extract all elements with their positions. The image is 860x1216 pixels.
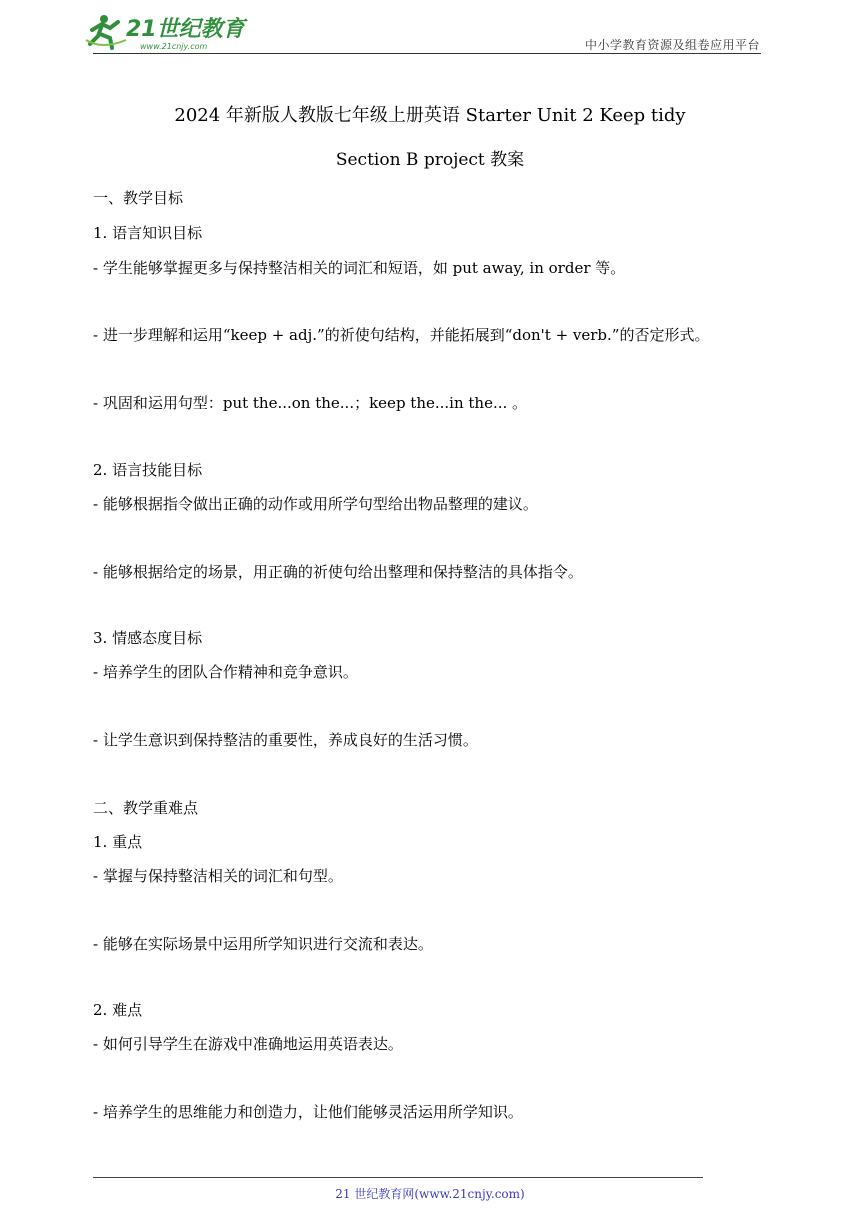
list-item: - 能够根据给定的场景，用正确的祈使句给出整理和保持整洁的具体指令。 bbox=[93, 563, 583, 581]
subheading-difficult: 2. 难点 bbox=[93, 1001, 143, 1019]
header-divider bbox=[93, 53, 761, 54]
section-heading-key-points: 二、教学重难点 bbox=[93, 799, 199, 817]
footer-link[interactable]: 21 世纪教育网(www.21cnjy.com) bbox=[335, 1187, 525, 1201]
logo-url: www.21cnjy.com bbox=[140, 42, 208, 51]
list-item: - 能够在实际场景中运用所学知识进行交流和表达。 bbox=[93, 935, 433, 953]
list-item: - 能够根据指令做出正确的动作或用所学句型给出物品整理的建议。 bbox=[93, 495, 538, 513]
list-item: - 巩固和运用句型：put the...on the...；keep the...in the... 。 bbox=[93, 394, 528, 412]
subheading-key: 1. 重点 bbox=[93, 833, 143, 851]
footer-divider bbox=[93, 1177, 703, 1178]
section-heading-objectives: 一、教学目标 bbox=[93, 189, 184, 207]
subheading-attitude: 3. 情感态度目标 bbox=[93, 629, 203, 647]
runner-logo-icon bbox=[82, 10, 262, 54]
site-tagline: 中小学教育资源及组卷应用平台 bbox=[584, 38, 760, 52]
page-header bbox=[0, 0, 860, 60]
logo-wordmark: 21世纪教育 bbox=[126, 17, 245, 42]
list-item: - 学生能够掌握更多与保持整洁相关的词汇和短语，如 put away, in order 等。 bbox=[93, 259, 626, 277]
list-item: - 培养学生的思维能力和创造力，让他们能够灵活运用所学知识。 bbox=[93, 1103, 523, 1121]
list-item: - 让学生意识到保持整洁的重要性，养成良好的生活习惯。 bbox=[93, 731, 478, 749]
subheading-skills: 2. 语言技能目标 bbox=[93, 461, 203, 479]
document-subtitle: Section B project 教案 bbox=[335, 150, 525, 170]
list-item: - 培养学生的团队合作精神和竞争意识。 bbox=[93, 663, 358, 681]
subheading-knowledge: 1. 语言知识目标 bbox=[93, 224, 203, 242]
document-title: 2024 年新版人教版七年级上册英语 Starter Unit 2 Keep tidy bbox=[174, 105, 686, 126]
site-logo[interactable] bbox=[82, 10, 262, 54]
list-item: - 如何引导学生在游戏中准确地运用英语表达。 bbox=[93, 1035, 403, 1053]
list-item: - 掌握与保持整洁相关的词汇和句型。 bbox=[93, 867, 343, 885]
list-item: - 进一步理解和运用“keep + adj.”的祈使句结构，并能拓展到“don't + verb.”的否定形式。 bbox=[93, 326, 710, 344]
